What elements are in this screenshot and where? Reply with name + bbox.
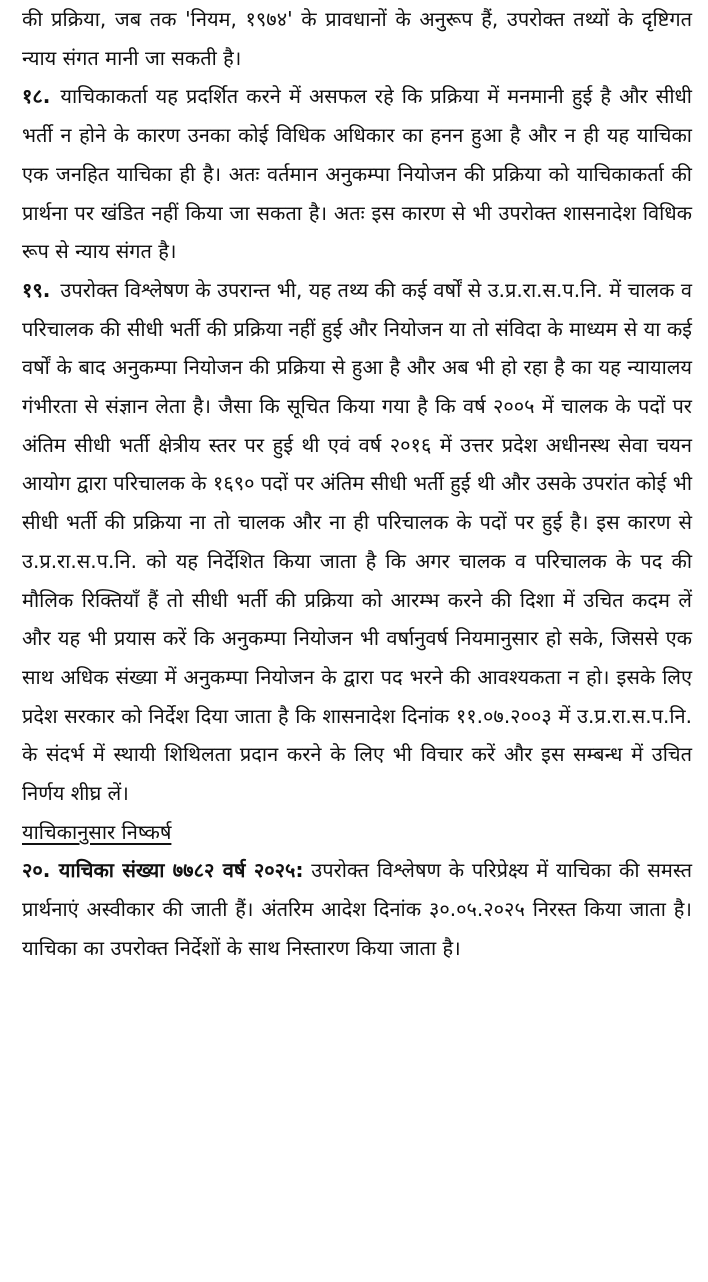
section-heading: याचिकानुसार निष्कर्ष [22, 819, 172, 844]
document-page [22, 0, 692, 968]
paragraph-18 [22, 77, 692, 271]
paragraph-17-continuation: की प्रक्रिया, जब तक 'नियम, १९७४' के प्रावधानों के अनुरूप हैं, उपरोक्त तथ्यों के दृष्टिगत न्याय संगत मानी जा सकती है। [22, 7, 692, 70]
paragraph-text: याचिकाकर्ता यह प्रदर्शित करने में असफल रहे कि प्रक्रिया में मनमानी हुई है और सीधी भर्ती न होने के कारण उनका कोई विधिक अधिकार का हनन हुआ है और न ही यह याचिका एक जनहित याचिका ही है। अतः वर्तमान अनुकम्पा नियोजन की प्रक्रिया को याचिकाकर्ता की प्रार्थना पर खंडित नहीं किया जा सकता है। अतः इस कारण से भी उपरोक्त शासनादेश विधिक रूप से न्याय संगत है। [22, 84, 692, 264]
paragraph-20 [22, 851, 692, 967]
paragraph-number: १९. [22, 277, 51, 302]
paragraph-number: १८. [22, 84, 51, 109]
paragraph-text: उपरोक्त विश्लेषण के उपरान्त भी, यह तथ्य की कई वर्षों से उ.प्र.रा.स.प.नि. में चालक व परिचालक की सीधी भर्ती की प्रक्रिया नहीं हुई और नियोजन या तो संविदा के माध्यम से या कई वर्षों के बाद अनुकम्पा नियोजन की प्रक्रिया से हुआ है और अब भी हो रहा है का यह न्यायालय गंभीरता से संज्ञान लेता है। जैसा कि सूचित किया गया है कि वर्ष २००५ में चालक के पदों पर अंतिम सीधी भर्ती क्षेत्रीय स्तर पर हुई थी एवं वर्ष २०१६ में उत्तर प्रदेश अधीनस्थ सेवा चयन आयोग द्वारा परिचालक के १६९० पदों पर अंतिम सीधी भर्ती हुई थी और उसके उपरांत कोई भी सीधी भर्ती की प्रक्रिया ना तो चालक और ना ही परिचालक के पदों पर हुई है। इस कारण से उ.प्र.रा.स.प.नि. को यह निर्देशित किया जाता है कि अगर चालक व परिचालक के पद की मौलिक रिक्तियाँ हैं तो सीधी भर्ती की प्रक्रिया को आरम्भ करने की दिशा में उचित कदम लें और यह भी प्रयास करें कि अनुकम्पा नियोजन भी वर्षानुवर्ष नियमानुसार हो सके, जिससे एक साथ अधिक संख्या में अनुकम्पा नियोजन के द्वारा पद भरने की आवश्यकता न हो। इसके लिए प्रदेश सरकार को निर्देश दिया जाता है कि शासनादेश दिनांक ११.०७.२००३ में उ.प्र.रा.स.प.नि. के संदर्भ में स्थायी शिथिलता प्रदान करने के लिए भी विचार करें और इस सम्बन्ध में उचित निर्णय शीघ्र लें। [22, 277, 692, 806]
paragraph-19 [22, 271, 692, 813]
petition-lead: २०. याचिका संख्या ७७८२ वर्ष २०२५: [22, 858, 304, 883]
paragraph-text: उपरोक्त विश्लेषण के परिप्रेक्ष्य में याचिका की समस्त प्रार्थनाएं अस्वीकार की जाती हैं। अंतरिम आदेश दिनांक ३०.०५.२०२५ निरस्त किया जाता है। याचिका का उपरोक्त निर्देशों के साथ निस्तारण किया जाता है। [22, 858, 693, 960]
